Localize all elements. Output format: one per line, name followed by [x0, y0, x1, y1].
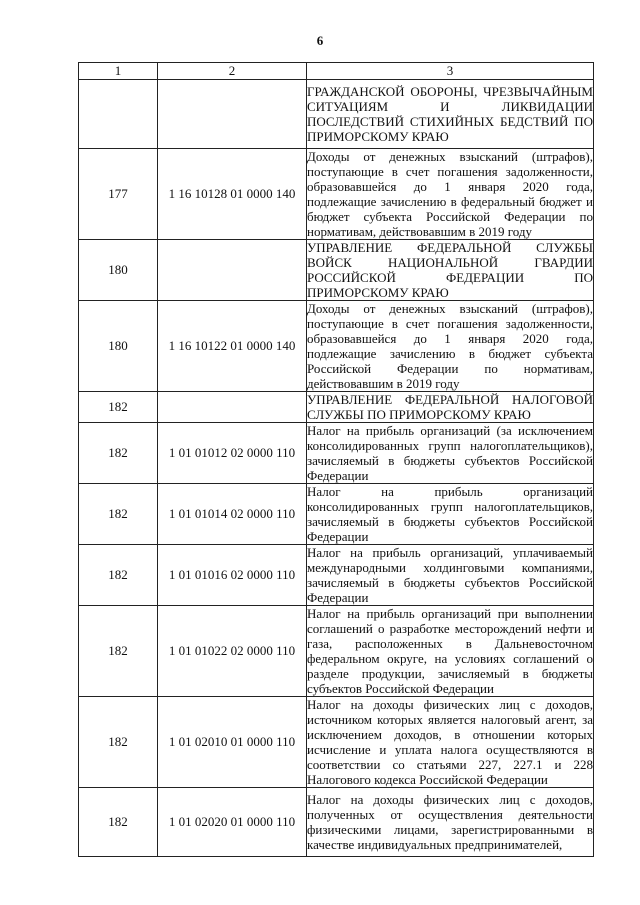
table-row	[79, 423, 594, 484]
revenue-description: Налог на прибыль организаций при выполнении соглашений о разработке месторождений нефти и газа, расположенных в Дальневосточном федеральном округе, на условиях соглашений о разделе продукции, зачисляемый в бюджеты субъектов Российской Федерации	[307, 606, 593, 696]
table-row	[79, 545, 594, 606]
revenue-code: 1 16 10128 01 0000 140	[158, 149, 307, 240]
revenue-code	[158, 80, 307, 149]
revenue-table	[78, 62, 594, 857]
revenue-code: 1 01 02020 01 0000 110	[158, 788, 307, 857]
admin-code: 182	[79, 423, 158, 484]
admin-code: 182	[79, 392, 158, 423]
revenue-code: 1 01 01012 02 0000 110	[158, 423, 307, 484]
admin-code: 182	[79, 788, 158, 857]
admin-code: 182	[79, 484, 158, 545]
table-row	[79, 392, 594, 423]
admin-code: 180	[79, 301, 158, 392]
admin-code: 177	[79, 149, 158, 240]
revenue-code: 1 01 01014 02 0000 110	[158, 484, 307, 545]
revenue-code: 1 01 01016 02 0000 110	[158, 545, 307, 606]
revenue-code: 1 16 10122 01 0000 140	[158, 301, 307, 392]
table-header-row	[79, 63, 594, 80]
admin-code: 180	[79, 240, 158, 301]
admin-code: 182	[79, 606, 158, 697]
revenue-description: УПРАВЛЕНИЕ ФЕДЕРАЛЬНОЙ НАЛОГОВОЙ СЛУЖБЫ ПО ПРИМОРСКОМУ КРАЮ	[307, 392, 593, 422]
revenue-description: Доходы от денежных взысканий (штрафов), поступающие в счет погашения задолженности, образовавшейся до 1 января 2020 года, подлежащие зачислению в бюджет субъекта Российской Федерации по нормативам, действовавшим в 2019 году	[307, 301, 593, 391]
revenue-description: Налог на прибыль организаций (за исключением консолидированных групп налогоплательщиков), зачисляемый в бюджеты субъектов Российской Федерации	[307, 423, 593, 483]
revenue-description: Налог на прибыль организаций консолидированных групп налогоплательщиков, зачисляемый в бюджеты субъектов Российской Федерации	[307, 484, 593, 544]
table-row	[79, 606, 594, 697]
admin-code: 182	[79, 545, 158, 606]
revenue-description: Налог на прибыль организаций, уплачиваемый международными холдинговыми компаниями, зачисляемый в бюджеты субъектов Российской Федерации	[307, 545, 593, 605]
revenue-code	[158, 240, 307, 301]
revenue-code: 1 01 02010 01 0000 110	[158, 697, 307, 788]
table-row	[79, 788, 594, 857]
revenue-description: Налог на доходы физических лиц с доходов, полученных от осуществления деятельности физическими лицами, зарегистрированными в качестве индивидуальных предпринимателей,	[307, 788, 594, 857]
table-row	[79, 240, 594, 301]
revenue-description: Доходы от денежных взысканий (штрафов), поступающие в счет погашения задолженности, образовавшейся до 1 января 2020 года, подлежащие зачислению в федеральный бюджет и бюджет субъекта Российской Федерации по нормативам, действовавшим в 2019 году	[307, 149, 593, 239]
table-row	[79, 80, 594, 149]
revenue-description: УПРАВЛЕНИЕ ФЕДЕРАЛЬНОЙ СЛУЖБЫ ВОЙСК НАЦИОНАЛЬНОЙ ГВАРДИИ РОССИЙСКОЙ ФЕДЕРАЦИИ ПО ПРИМОРСКОМУ КРАЮ	[307, 240, 593, 300]
revenue-description: ГРАЖДАНСКОЙ ОБОРОНЫ, ЧРЕЗВЫЧАЙНЫМ СИТУАЦИЯМ И ЛИКВИДАЦИИ ПОСЛЕДСТВИЙ СТИХИЙНЫХ БЕДСТВИЙ ПО ПРИМОРСКОМУ КРАЮ	[307, 80, 594, 149]
admin-code: 182	[79, 697, 158, 788]
header-col-3: 3	[307, 63, 594, 80]
revenue-description: Налог на доходы физических лиц с доходов, источником которых является налоговый агент, за исключением доходов, в отношении которых исчисление и уплата налога осуществляются в соответствии со статьями 227, 227.1 и 228 Налогового кодекса Российской Федерации	[307, 697, 593, 787]
page-number: 6	[316, 33, 324, 48]
table-row	[79, 484, 594, 545]
table-row	[79, 301, 594, 392]
revenue-code: 1 01 01022 02 0000 110	[158, 606, 307, 697]
table-row	[79, 149, 594, 240]
admin-code	[79, 80, 158, 149]
table-row	[79, 697, 594, 788]
header-col-1: 1	[79, 63, 158, 80]
header-col-2: 2	[158, 63, 307, 80]
revenue-code	[158, 392, 307, 423]
